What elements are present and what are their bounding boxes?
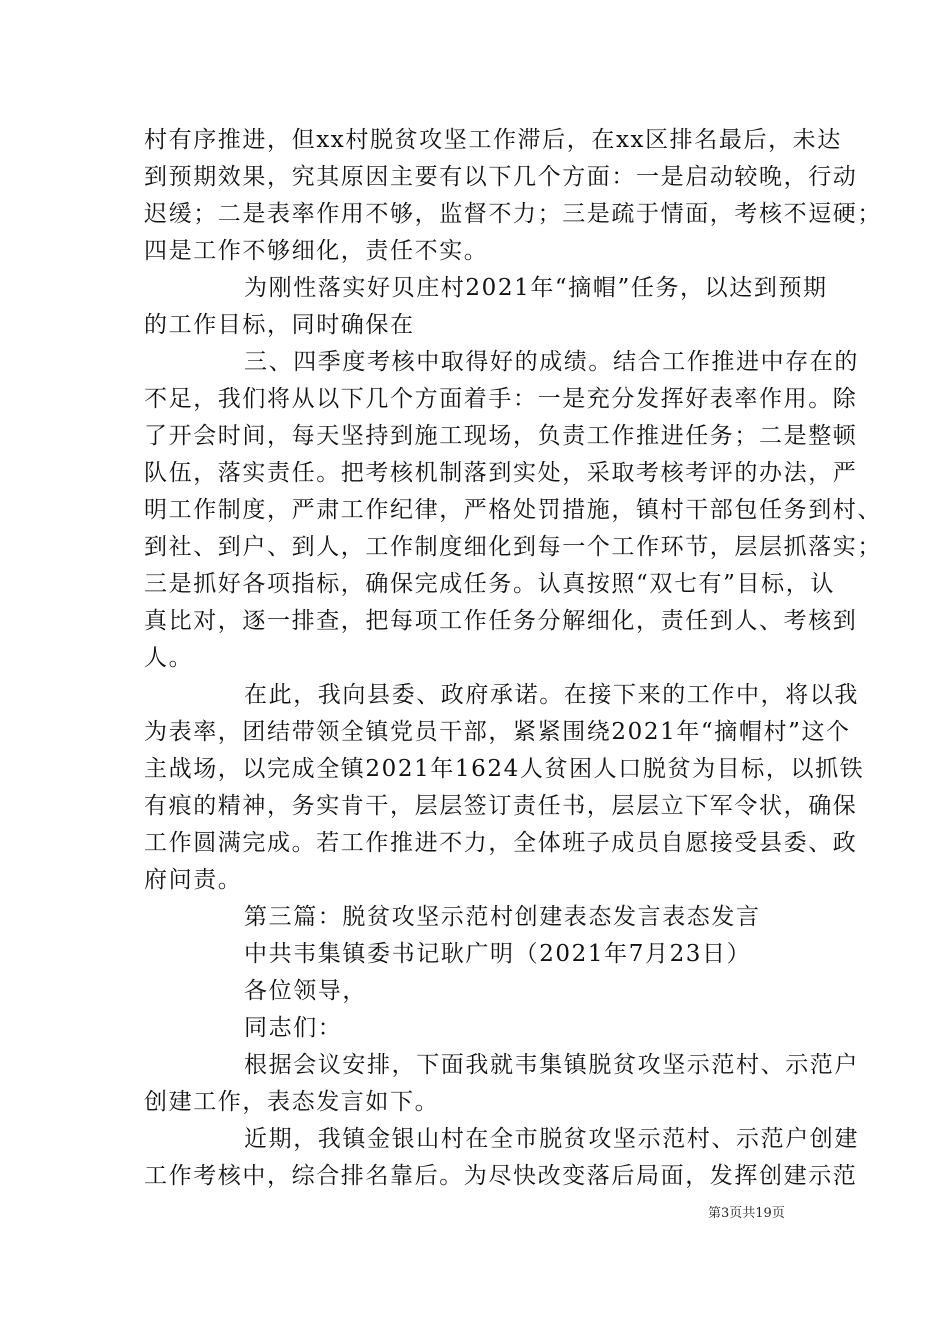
text-line: 为表率，团结带领全镇党员干部，紧紧围绕2021年“摘帽村”这个 <box>144 719 851 745</box>
text-line: 府问责。 <box>144 867 243 893</box>
speaker-line: 中共韦集镇委书记耿广明（2021年7月23日） <box>244 941 752 967</box>
text-line: 工作考核中，综合排名靠后。为尽快改变落后局面，发挥创建示范 <box>144 1163 858 1189</box>
page-number: 第3页共19页 <box>708 1206 785 1221</box>
text-line: 的工作目标，同时确保在 <box>144 312 415 338</box>
section-title: 第三篇：脱贫攻坚示范村创建表态发言表态发言 <box>244 904 761 930</box>
text-line: 了开会时间，每天坚持到施工现场，负责工作推进任务；二是整顿 <box>144 423 858 449</box>
paragraph-start-line: 近期，我镇金银山村在全市脱贫攻坚示范村、示范户创建 <box>244 1126 859 1152</box>
salutation-line: 各位领导， <box>244 978 367 1004</box>
paragraph-start-line: 根据会议安排，下面我就韦集镇脱贫攻坚示范村、示范户 <box>244 1052 859 1078</box>
text-line: 真比对，逐一排查，把每项工作任务分解细化，责任到人、考核到 <box>144 608 858 634</box>
text-line: 工作圆满完成。若工作推进不力，全体班子成员自愿接受县委、政 <box>144 830 858 856</box>
text-line: 创建工作，表态发言如下。 <box>144 1089 440 1115</box>
text-line: 四是工作不够细化，责任不实。 <box>144 238 489 264</box>
salutation-line: 同志们： <box>244 1015 343 1041</box>
text-line: 到预期效果，究其原因主要有以下几个方面：一是启动较晚，行动 <box>144 164 858 190</box>
paragraph-start-line: 为刚性落实好贝庄村2021年“摘帽”任务，以达到预期 <box>244 275 828 301</box>
text-line: 不足，我们将从以下几个方面着手：一是充分发挥好表率作用。除 <box>144 386 858 412</box>
text-line: 人。 <box>144 645 194 671</box>
text-line: 村有序推进，但xx村脱贫攻坚工作滞后，在xx区排名最后，未达 <box>144 127 842 153</box>
paragraph-start-line: 在此，我向县委、政府承诺。在接下来的工作中，将以我 <box>244 682 859 708</box>
text-line: 队伍，落实责任。把考核机制落到实处，采取考核考评的办法，严 <box>144 460 858 486</box>
text-line: 明工作制度，严肃工作纪律，严格处罚措施，镇村干部包任务到村、 <box>144 497 882 523</box>
text-line: 有痕的精神，务实肯干，层层签订责任书，层层立下军令状，确保 <box>144 793 858 819</box>
text-line: 迟缓；二是表率作用不够，监督不力；三是疏于情面，考核不逗硬； <box>144 201 882 227</box>
text-line: 三是抓好各项指标，确保完成任务。认真按照“双七有”目标，认 <box>144 571 835 597</box>
text-line: 到社、到户、到人，工作制度细化到每一个工作环节，层层抓落实； <box>144 534 882 560</box>
paragraph-start-line: 三、四季度考核中取得好的成绩。结合工作推进中存在的 <box>244 349 859 375</box>
text-line: 主战场，以完成全镇2021年1624人贫困人口脱贫为目标，以抓铁 <box>144 756 865 782</box>
